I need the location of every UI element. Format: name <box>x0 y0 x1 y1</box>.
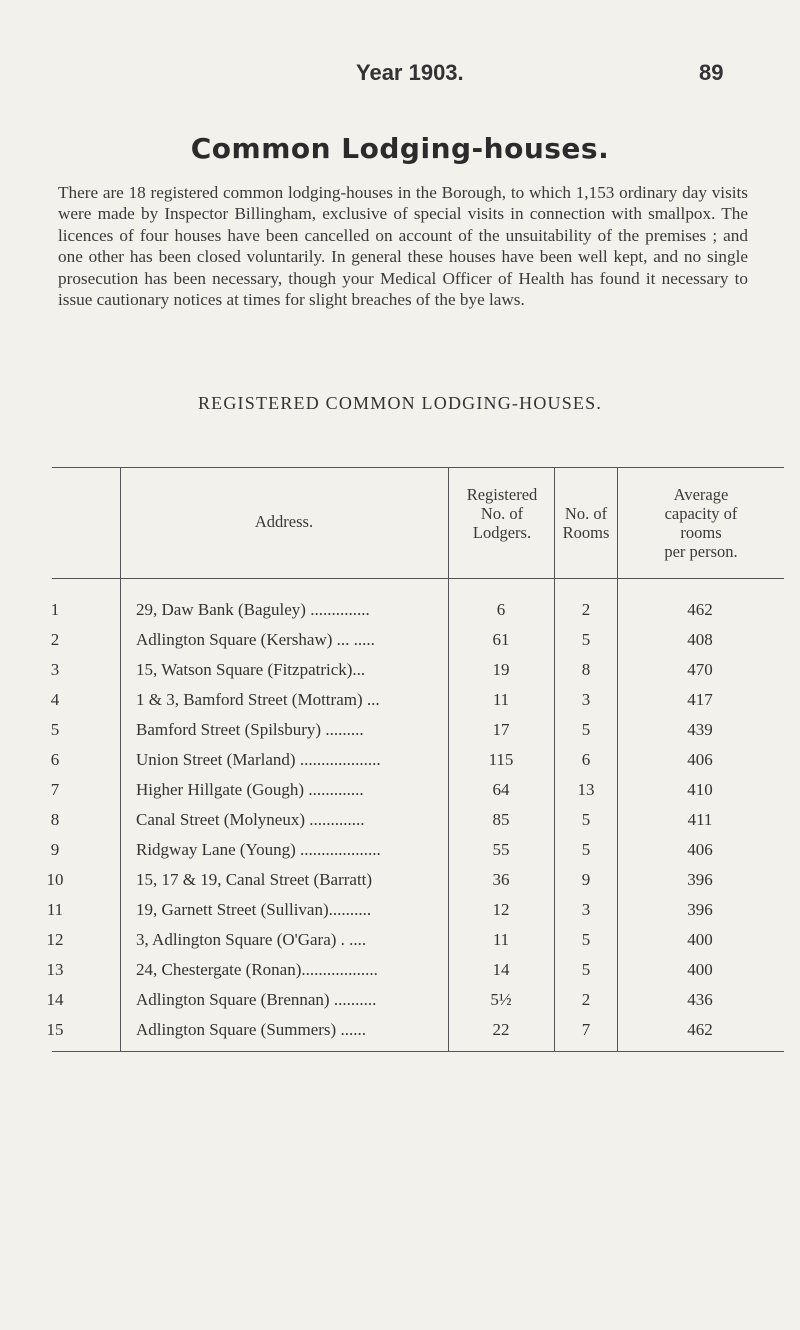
row-address: Canal Street (Molyneux) ............. <box>136 810 365 829</box>
header-lodgers-line: Lodgers. <box>472 523 532 542</box>
row-capacity: 417 <box>687 690 713 709</box>
row-lodgers: 115 <box>488 750 514 769</box>
row-number: 1 <box>50 600 60 619</box>
row-number: 11 <box>46 900 64 919</box>
row-rooms: 5 <box>581 720 591 739</box>
row-address: 29, Daw Bank (Baguley) .............. <box>136 600 370 619</box>
row-lodgers: 14 <box>492 960 510 979</box>
row-number: 2 <box>50 630 60 649</box>
row-capacity: 436 <box>687 990 713 1009</box>
page-number: 89 <box>699 60 724 85</box>
row-rooms: 8 <box>581 660 591 679</box>
row-number: 10 <box>46 870 64 889</box>
row-lodgers: 61 <box>492 630 510 649</box>
row-number: 13 <box>46 960 64 979</box>
row-capacity: 400 <box>687 960 713 979</box>
row-capacity: 396 <box>687 870 713 889</box>
row-lodgers: 22 <box>492 1020 510 1039</box>
header-capacity <box>618 485 784 561</box>
row-number: 14 <box>46 990 64 1009</box>
header-capacity-line: rooms <box>680 523 722 542</box>
row-lodgers: 6 <box>496 600 506 619</box>
header-address-label: Address. <box>254 512 314 531</box>
row-lodgers: 36 <box>492 870 510 889</box>
row-rooms: 3 <box>581 690 591 709</box>
header-lodgers-line: Registered <box>466 485 538 504</box>
row-capacity: 462 <box>687 1020 713 1039</box>
row-lodgers: 85 <box>492 810 510 829</box>
row-rooms: 5 <box>581 960 591 979</box>
row-address: 1 & 3, Bamford Street (Mottram) ... <box>136 690 380 709</box>
row-lodgers: 12 <box>492 900 510 919</box>
row-lodgers: 17 <box>492 720 510 739</box>
table-title: REGISTERED COMMON LODGING-HOUSES. <box>197 393 603 413</box>
row-number: 3 <box>50 660 60 679</box>
header-rooms <box>555 504 617 542</box>
row-address: Higher Hillgate (Gough) ............. <box>136 780 364 799</box>
row-address: 15, Watson Square (Fitzpatrick)... <box>136 660 366 679</box>
row-capacity: 462 <box>687 600 713 619</box>
row-address: 3, Adlington Square (O'Gara) . .... <box>136 930 367 949</box>
row-number: 6 <box>50 750 60 769</box>
row-lodgers: 64 <box>492 780 510 799</box>
row-address: Adlington Square (Brennan) .......... <box>136 990 377 1009</box>
header-bottom-rule <box>52 578 784 579</box>
row-number: 9 <box>50 840 60 859</box>
row-rooms: 13 <box>577 780 595 799</box>
row-capacity: 400 <box>687 930 713 949</box>
row-lodgers: 11 <box>492 690 510 709</box>
row-capacity: 396 <box>687 900 713 919</box>
row-rooms: 5 <box>581 840 591 859</box>
row-rooms: 6 <box>581 750 591 769</box>
row-lodgers: 11 <box>492 930 510 949</box>
header-capacity-line: capacity of <box>664 504 738 523</box>
row-number: 8 <box>50 810 60 829</box>
row-number: 7 <box>50 780 60 799</box>
row-capacity: 410 <box>687 780 713 799</box>
header-rooms-line: No. of <box>564 504 608 523</box>
row-address: 15, 17 & 19, Canal Street (Barratt) <box>136 870 373 889</box>
row-rooms: 9 <box>581 870 591 889</box>
header-lodgers-line: No. of <box>480 504 524 523</box>
row-capacity: 411 <box>687 810 713 829</box>
row-number: 12 <box>46 930 64 949</box>
row-rooms: 5 <box>581 810 591 829</box>
header-rooms-line: Rooms <box>562 523 610 542</box>
row-rooms: 5 <box>581 930 591 949</box>
body-paragraph: There are 18 registered common lodging-houses in the Borough, to which 1,153 ordinary day visits were made by Inspector Billingham, exclusive of special visits in connection with smallpox. The licences of four houses have been cancelled on account of the unsuitability of the premises ; and one other has been closed voluntarily. In general these houses have been well kept, and no single prosecution has been necessary, though your Medical Officer of Health has found it necessary to issue cautionary notices at times for slight breaches of the bye laws. <box>58 183 748 310</box>
row-number: 5 <box>50 720 60 739</box>
header-capacity-line: per person. <box>664 542 738 561</box>
row-rooms: 7 <box>581 1020 591 1039</box>
row-rooms: 5 <box>581 630 591 649</box>
row-capacity: 408 <box>687 630 713 649</box>
row-number: 15 <box>46 1020 64 1039</box>
row-address: Union Street (Marland) ................... <box>136 750 381 769</box>
running-header-year: Year 1903. <box>356 60 464 85</box>
row-address: Ridgway Lane (Young) ................... <box>136 840 381 859</box>
header-lodgers <box>450 485 554 542</box>
header-address <box>124 512 444 531</box>
header-capacity-line: Average <box>673 485 729 504</box>
row-address: Bamford Street (Spilsbury) ......... <box>136 720 364 739</box>
table-top-rule <box>52 467 784 468</box>
row-address: 24, Chestergate (Ronan).................. <box>136 960 378 979</box>
row-lodgers: 55 <box>492 840 510 859</box>
section-title: Common Lodging-houses. <box>190 132 610 165</box>
row-lodgers: 19 <box>492 660 510 679</box>
row-rooms: 3 <box>581 900 591 919</box>
row-capacity: 470 <box>687 660 713 679</box>
row-capacity: 439 <box>687 720 713 739</box>
table-row <box>0 1020 800 1058</box>
row-address: Adlington Square (Kershaw) ... ..... <box>136 630 375 649</box>
row-address: 19, Garnett Street (Sullivan).......... <box>136 900 372 919</box>
row-capacity: 406 <box>687 750 713 769</box>
row-address: Adlington Square (Summers) ...... <box>136 1020 366 1039</box>
row-rooms: 2 <box>581 990 591 1009</box>
row-capacity: 406 <box>687 840 713 859</box>
row-number: 4 <box>50 690 60 709</box>
row-lodgers: 5½ <box>490 990 512 1009</box>
row-rooms: 2 <box>581 600 591 619</box>
